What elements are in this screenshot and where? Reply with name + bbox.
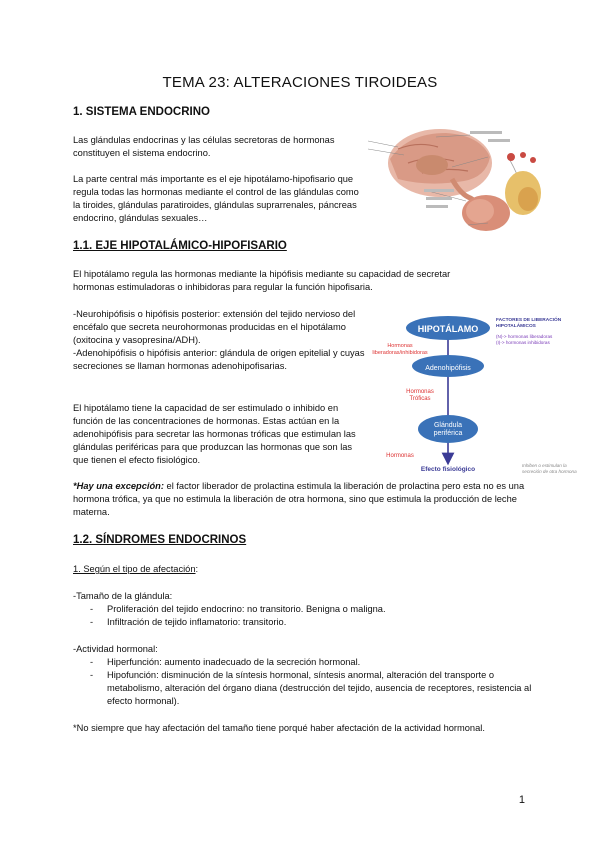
hormonas-label: Hormonas [386, 453, 414, 459]
heading-sistema-endocrino: 1. SISTEMA ENDOCRINO [73, 106, 210, 118]
hormonas-troficas-label-1: Hormonas [406, 389, 434, 395]
heading-sindromes-endocrinos: 1.2. SÍNDROMES ENDOCRINOS [73, 534, 247, 546]
paragraph-hipotalamo-regula: El hipotálamo regula las hormonas mediante la hipófisis mediante su capacidad de secretar hormonas estimuladoras o inhibidoras para regular la función hipofisaria. [73, 269, 451, 292]
paragraph-adenohipofisis: -Adenohipófisis o hipófisis anterior: glándula de origen epitelial y cuyas secreciones se llaman hormonas adenohipofisarias. [73, 348, 365, 371]
efecto-fisiologico-label: Efecto fisiológico [420, 466, 476, 473]
list-item: - Infiltración de tejido inflamatorio: transitorio. [90, 616, 386, 629]
list-item: - Hipofunción: disminución de la síntesis hormonal, síntesis anormal, alteración del transporte o metabolismo, alteración del órgano diana (destrucción del tejido, ausencia de receptores, resistencia al efecto hormonal). [90, 669, 535, 708]
list-item: - Proliferación del tejido endocrino: no transitorio. Benigna o maligna. [90, 603, 386, 616]
hipotalamo-label: HIPOTÁLAMO [417, 324, 479, 334]
note-afectacion: *No siempre que hay afectación del tamaño tiene porqué haber afectación de la actividad hormonal. [73, 723, 485, 733]
subheading-tipo-afectacion-text: 1. Según el tipo de afectación [73, 564, 196, 574]
tamano-list [90, 603, 386, 629]
hormonas-liberadoras-label-1: Hormonas [387, 343, 413, 349]
actividad-hormonal-label: -Actividad hormonal: [73, 644, 158, 654]
heading-eje-hipotalamico: 1.1. EJE HIPOTALÁMICO-HIPOFISARIO [73, 240, 287, 252]
excepcion-label: *Hay una excepción: [73, 481, 164, 491]
glandula-label-2: periférica [433, 430, 463, 437]
paragraph-excepcion [73, 480, 525, 519]
tamano-glandula-label: -Tamaño de la glándula: [73, 591, 173, 601]
hypothalamic-pituitary-axis-diagram [372, 313, 588, 483]
figure-note-2: secreción de otra hormona [522, 469, 577, 474]
legend-line-1: FACTORES DE LIBERACIÓN [496, 318, 562, 323]
glandula-label-1: Glándula [433, 422, 463, 429]
legend-line-2: HIPOTALÁMICOS [496, 324, 536, 329]
paragraph-neurohipofisis: -Neurohipófisis o hipófisis posterior: extensión del tejido nervioso del encéfalo que secreta neurohormonas producidas en el hipotálamo (oxitocina y vasopresina/ADH). [73, 309, 356, 345]
subheading-tipo-afectacion [73, 563, 198, 576]
list-item: - Hiperfunción: aumento inadecuado de la secreción hormonal. [90, 656, 535, 669]
hormonas-liberadoras-label-2: liberadoras/inhibidoras [372, 350, 428, 356]
page-title: TEMA 23: ALTERACIONES TIROIDEAS [162, 74, 438, 91]
subheading-colon: : [195, 564, 199, 574]
actividad-list [90, 656, 535, 708]
page-number: 1 [518, 794, 525, 806]
figure-note-1: Inhiben o estimulan la [522, 463, 567, 468]
adenohipofisis-label: Adenohipófisis [425, 365, 471, 372]
paragraph-eje-central: La parte central más importante es el eje hipotálamo-hipofisario que regula todas las hormonas mediante el control de las glándulas como la tiroides, glándulas paratiroides, glándulas suprarrenales, páncreas endocrino, glándulas sexuales… [73, 174, 359, 223]
paragraph-estimulado-inhibido: El hipotálamo tiene la capacidad de ser estimulado o inhibido en función de las concentraciones de hormonas. Estas actúan en la adenohipófisis para secretar las hormonas tróficas que estimulan las glándulas periféricas para que produzcan las hormonas que son las que tienen el efecto fisiológico. [73, 403, 356, 465]
legend-line-4: (I)-> hormonas inhibidoras [496, 340, 550, 345]
excepcion-text: el factor liberador de prolactina estimula la liberación de prolactina pero esta no es una hormona trófica, ya que no estimula la liberación de otra hormona, sino que estimula la producción de leche materna. [73, 481, 525, 517]
legend-line-3: (N)-> hormonas liberadoras [496, 334, 553, 339]
paragraph-glandulas: Las glándulas endocrinas y las células secretoras de hormonas constituyen el sistema endocrino. [73, 135, 335, 158]
hypothalamus-pituitary-illustration [368, 127, 558, 235]
glandula-periferica-node [418, 415, 478, 443]
hormonas-troficas-label-2: Tróficas [409, 396, 431, 402]
